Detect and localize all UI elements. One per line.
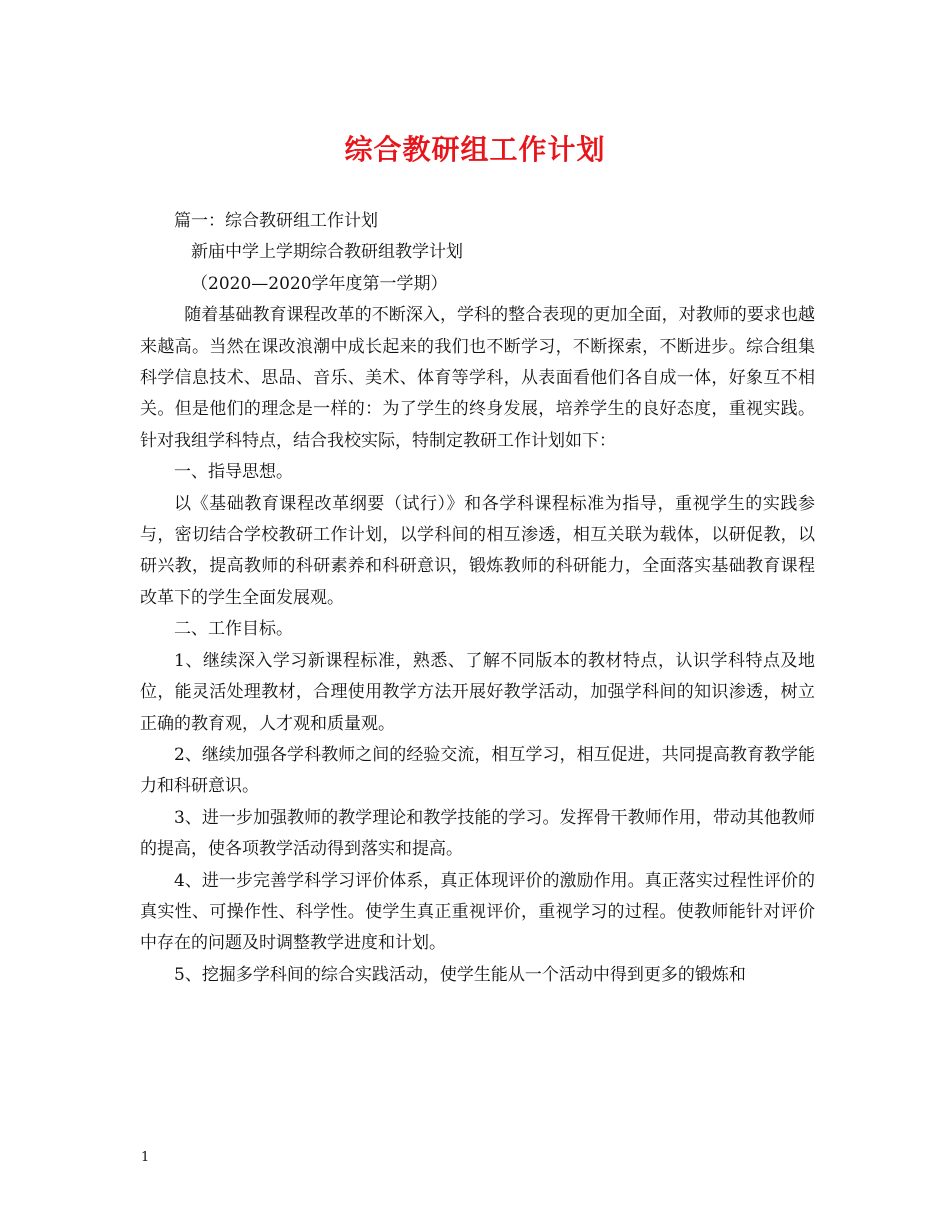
paragraph-term: （2020—2020学年度第一学期） xyxy=(191,273,448,294)
paragraph-subtitle: 新庙中学上学期综合教研组教学计划 xyxy=(191,242,463,263)
document-title: 综合教研组工作计划 xyxy=(344,133,606,166)
paragraph-goal-4: 4、进一步完善学科学习评价体系，真正体现评价的激励作用。真正落实过程性评价的真实性、可操作性、科学性。使学生真正重视评价，重视学习的过程。使教师能针对评价中存在的问题及时调整教学进度和计划。 xyxy=(140,870,815,954)
paragraph-heading: 篇一：综合教研组工作计划 xyxy=(174,211,378,231)
paragraph-intro: 随着基础教育课程改革的不断深入，学科的整合表现的更加全面，对教师的要求也越来越高。当然在课改浪潮中成长起来的我们也不断学习，不断探索，不断进步。综合组集科学信息技术、思品、音乐、美术、体育等学科，从表面看他们各自成一体，好象互不相关。但是他们的理念是一样的：为了学生的终身发展，培养学生的良好态度，重视实践。针对我组学科特点，结合我校实际，特制定教研工作计划如下： xyxy=(140,305,815,451)
section-heading-guiding-thought: 一、指导思想。 xyxy=(174,462,293,483)
paragraph-goal-3: 3、进一步加强教师的教学理论和教学技能的学习。发挥骨干教师作用，带动其他教师的提高，使各项教学活动得到落实和提高。 xyxy=(140,807,815,860)
section-heading-work-goals: 二、工作目标。 xyxy=(174,619,293,640)
paragraph-guiding-thought: 以《基础教育课程改革纲要（试行）》和各学科课程标准为指导，重视学生的实践参与，密切结合学校教研工作计划，以学科间的相互渗透，相互关联为载体，以研促教，以研兴教，提高教师的科研素养和科研意识，锻炼教师的科研能力，全面落实基础教育课程改革下的学生全面发展观。 xyxy=(140,493,815,608)
paragraph-goal-2: 2、继续加强各学科教师之间的经验交流，相互学习，相互促进，共同提高教育教学能力和科研意识。 xyxy=(140,744,815,797)
page-number: 1 xyxy=(141,1150,150,1165)
paragraph-goal-1: 1、继续深入学习新课程标准，熟悉、了解不同版本的教材特点，认识学科特点及地位，能灵活处理教材，合理使用教学方法开展好教学活动，加强学科间的知识渗透，树立正确的教育观，人才观和质量观。 xyxy=(140,650,815,734)
paragraph-goal-5: 5、挖掘多学科间的综合实践活动，使学生能从一个活动中得到更多的锻炼和 xyxy=(174,964,746,985)
document-body xyxy=(140,206,815,991)
